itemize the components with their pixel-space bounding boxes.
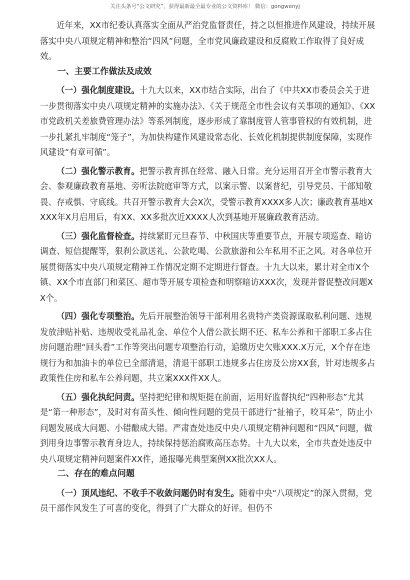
item-lead-1: （一）强化制度建设。	[56, 85, 140, 95]
item-paragraph-1	[40, 83, 378, 161]
item-lead-5: （五）强化执纪问责。	[56, 391, 140, 402]
item-text-5: 坚持把纪律和规矩挺在前面，运用好监督执纪“四种形态”尤其是“第一种形态”，及时对有苗头性、倾向性问题的党员干部进行“扯袖子，咬耳朵”，防止小问题发展成大问题、小错酿成大错。严肃查处违反中央八项规定精神问题和“四风”问题，做到用身边事警示教育身边人，持续保持惩治腐败高压态势。十九大以来，全市共查处违反中央八项规定精神问题案件XX件，通报曝光典型案例XX批次XX人。	[40, 391, 373, 464]
item-text-4: 先后开展整治领导干部利用名贵特产类资源谋取私利问题、违规发放津贴补贴、违规收受礼品礼金、单位个人借公款长期不还、私车公养和干部职工多占住房问题治理“回头看”工作等突出问题专项整治行动，追缴历史欠账XXX.X万元，X个存在违规行为和加油卡的单位已全部清退，清退干部职工违规多占住房及公房XX套，针对违规多占政策性住房和私车公养问题，共立案XXX件XX人。	[40, 311, 376, 383]
header-banner: 关注头条号“公文研究”，获得最新最全最专业的公文资料库！ 微信：gongwenyj	[110, 4, 300, 10]
item-lead-3: （三）强化监督检查。	[56, 230, 140, 241]
item-paragraph-5	[40, 390, 378, 468]
section-heading-2: 二、存在的难点问题	[57, 469, 135, 479]
item-text-1: 十九大以来，XX市结合实际，出台了《中共XX市委员会关于进一步贯彻落实中央八项规定精神的实施办法》、《关于规范全市性会议有关事项的通知》、《XX市党政机关差旅费管理办法》等系列制度，逐步形成了靠制度管人管事管权的有效机制，进一步扎紧扎牢制度“笼子”，为加快构建作风建设常态化、长效化机制提供制度保障，实现作风建设“有章可循”。	[40, 85, 376, 157]
item-text-3: 持续紧盯元旦春节、中秋国庆等重要节点，开展专项巡查、暗访调查、短信提醒等，狠刹公款送礼、公款吃喝、公款旅游和公车私用不正之风。对各单位开展贯彻落实中央八项规定精神工作情况定期不定期进行督查。十九大以来，累计对全市X个镇、XX个市直部门和菜区、超市等开展专项检查和明察暗访XXX次，发现并督促整改问题XX个。	[40, 230, 374, 303]
issue-lead-1: （一）顶风违纪、不收手不收敛问题仍时有发生。	[56, 487, 240, 498]
issue-text-1: 随着中央“八项规定”的深入贯彻，党员干部作风发生了可喜的变化，得到了广大群众的好评。但仍不	[40, 487, 373, 513]
intro-paragraph	[40, 18, 378, 65]
item-lead-2: （二）强化警示教育。	[56, 165, 140, 176]
item-lead-4: （四）强化专项整治。	[56, 311, 140, 321]
item-paragraph-2	[40, 164, 378, 226]
document-body	[40, 18, 378, 517]
section-heading-1: 一、主要工作做法及成效	[57, 66, 152, 77]
intro-text: 近年来，XX市纪委认真落实全面从严治党监督责任，持之以恒推进作风建设，持续开展落实中央八项规定精神和整治“四风”问题，全市党风廉政建设和反腐败工作取得了良好成效。	[40, 20, 376, 61]
issue-paragraph-1	[40, 486, 378, 517]
item-paragraph-4	[40, 309, 378, 387]
item-paragraph-3	[40, 229, 378, 307]
item-text-2: 把警示教育抓在经常、融入日常。充分运用召开全市警示教育大会、参观廉政教育基地、旁听法院庭审等方式，以案示警、以案普纪，引导党员、干部知敬畏、存戒惧、守底线。共召开警示教育大会X次，受警示教育XXXX多人次；廉政教育基地XXXX年X月启用后，有XX、XX多批次近XXXX人次到基地开展廉政教育活动。	[40, 165, 374, 222]
